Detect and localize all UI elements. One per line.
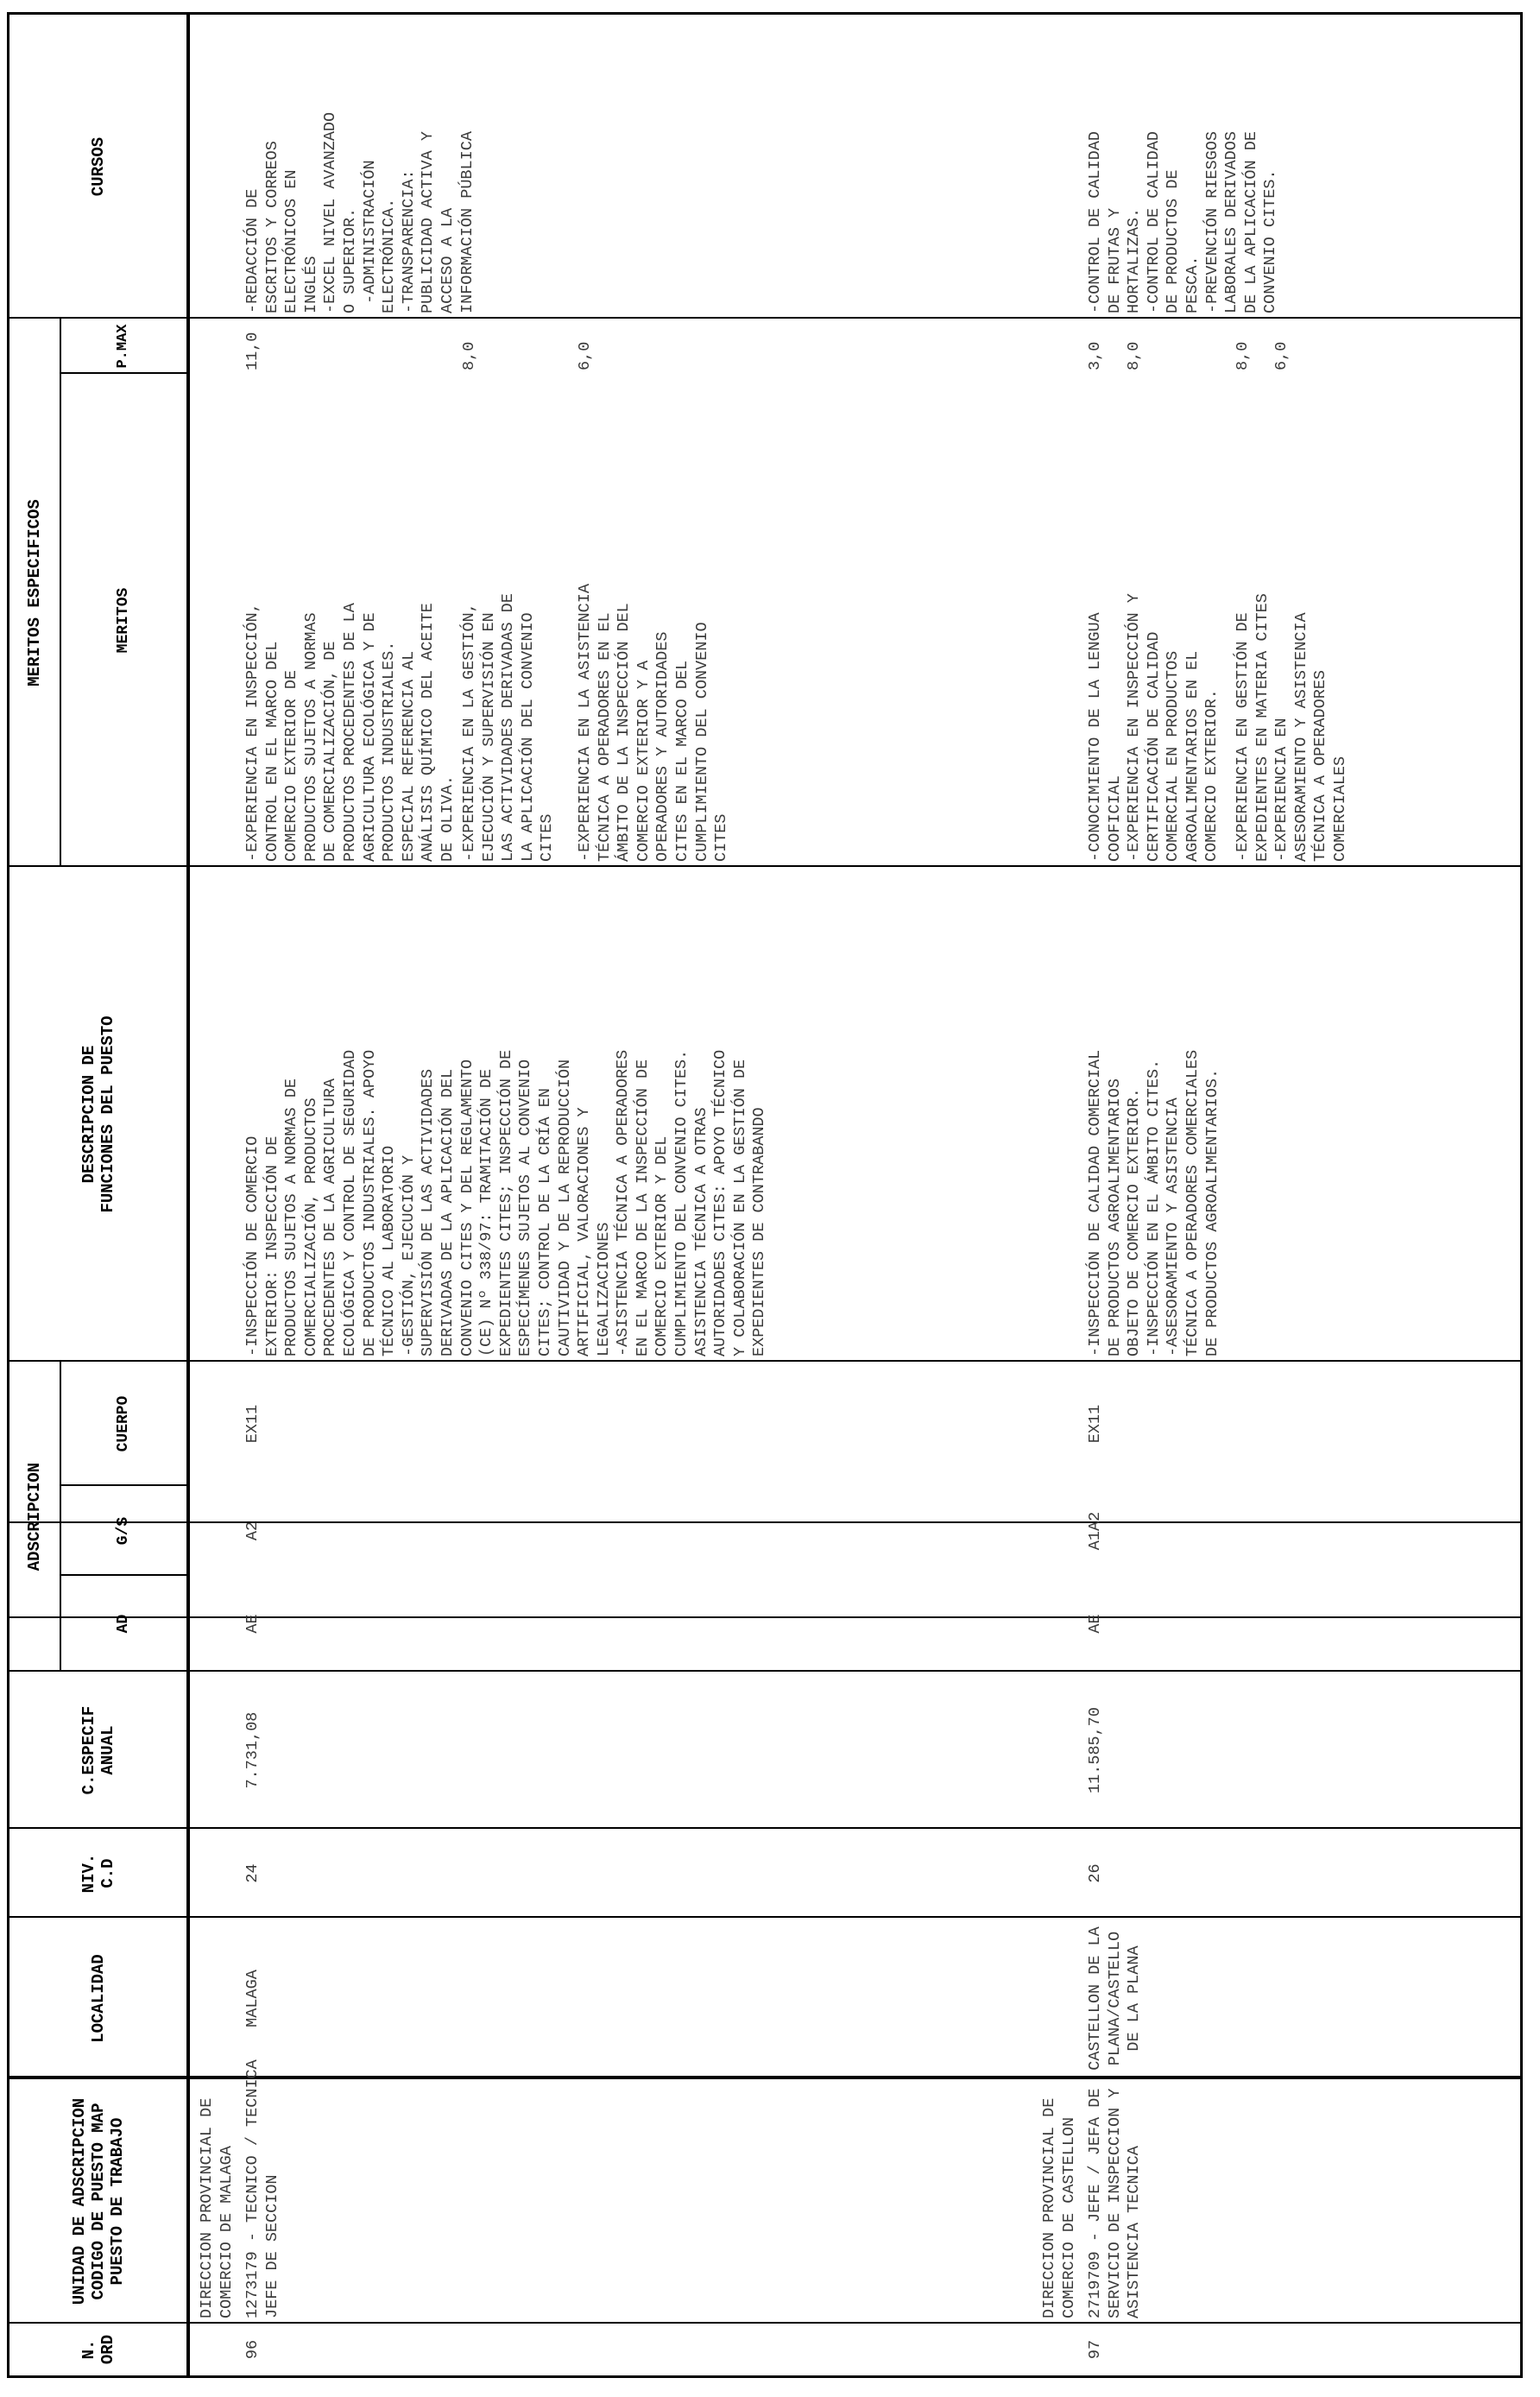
col-line [9, 1360, 1520, 1362]
merito-item: -EXPERIENCIA EN LA ASISTENCIA TÉCNICA A OPERADORES EN EL ÁMBITO DE LA INSPECCIÓN DEL COMERCIO EXTERIOR Y A OPERADORES Y AUTORIDADES CITES EN EL MARCO DEL CUMPLIMIENTO DEL CONVENIO CITES [576, 584, 731, 862]
adscripcion-gs: A1A2 [1086, 1511, 1104, 1551]
header-adscripcion: ADSCRIPCION [25, 1462, 44, 1572]
unit-name-castellon: DIRECCION PROVINCIAL DE COMERCIO DE CASTELLON [1040, 2097, 1078, 2318]
localidad: MALAGA [243, 1970, 262, 2027]
merito-pmax: 11,0 [243, 332, 262, 370]
col-line [9, 1916, 1520, 1918]
header-unidad: UNIDAD DE ADSCRIPCION CODIGO DE PUESTO MAP PUESTO DE TRABAJO [69, 2097, 127, 2305]
row-number: 96 [243, 2339, 262, 2360]
puesto-code-title: 1273179 - TECNICO / TECNICA JEFE DE SECCION [243, 2059, 281, 2318]
unit-name-malaga: DIRECCION PROVINCIAL DE COMERCIO DE MALAGA [198, 2097, 236, 2318]
merito-pmax: 8,0 [460, 341, 478, 370]
col-line [9, 1521, 1520, 1523]
col-line [9, 2076, 1520, 2079]
merito-item: -CONOCIMIENTO DE LA LENGUA COOFICIAL [1086, 612, 1124, 862]
col-line [9, 1616, 1520, 1618]
header-nivel: NIV. C.D [79, 1853, 117, 1894]
row-number: 97 [1086, 2339, 1104, 2360]
merito-pmax: 8,0 [1125, 341, 1143, 370]
col-line [9, 865, 1520, 867]
header-descripcion: DESCRIPCION DE FUNCIONES DEL PUESTO [79, 1015, 117, 1213]
col-line [9, 1670, 1520, 1672]
merito-pmax: 8,0 [1234, 341, 1252, 370]
nivel-cd: 26 [1086, 1863, 1104, 1883]
col-line [9, 2322, 1520, 2324]
header-meritos: MERITOS [114, 587, 132, 654]
merito-item: -EXPERIENCIA EN GESTIÓN DE EXPEDIENTES EN MATERIA CITES [1234, 593, 1272, 862]
adscripcion-ad: AE [1086, 1614, 1104, 1634]
merito-item: -EXPERIENCIA EN ASESORAMIENTO Y ASISTENCIA TÉCNICA A OPERADORES COMERCIALES [1272, 612, 1349, 862]
c-especif-anual: 7.731,08 [243, 1711, 262, 1789]
merito-pmax: 6,0 [1272, 341, 1291, 370]
header-meritos-especificos: MERITOS ESPECIFICOS [25, 499, 44, 686]
adscripcion-gs: A2 [243, 1521, 262, 1541]
header-localidad: LOCALIDAD [88, 1954, 108, 2043]
header-bottom-line [186, 15, 190, 2375]
nivel-cd: 24 [243, 1863, 262, 1883]
header-gs: G/S [114, 1516, 132, 1546]
adscripcion-cuerpo: EX11 [1086, 1404, 1104, 1444]
cursos: -CONTROL DE CALIDAD DE FRUTAS Y HORTALIZAS. -CONTROL DE CALIDAD DE PRODUCTOS DE PESCA. -PREVENCIÓN RIESGOS LABORALES DERIVADOS DE LA APLICACIÓN DE CONVENIO CITES. [1086, 131, 1280, 313]
header-c-especif: C.ESPECIF ANUAL [79, 1705, 117, 1795]
merito-item: -EXPERIENCIA EN INSPECCIÓN Y CERTIFICACIÓN DE CALIDAD COMERCIAL EN PRODUCTOS AGROALIMENTARIOS EN EL COMERCIO EXTERIOR. [1125, 593, 1221, 862]
col-line [9, 317, 1520, 319]
col-line [9, 1827, 1520, 1829]
adscripcion-cuerpo: EX11 [243, 1404, 262, 1444]
c-especif-anual: 11.585,70 [1086, 1707, 1104, 1793]
merito-item: -EXPERIENCIA EN INSPECCIÓN, CONTROL EN EL MARCO DEL COMERCIO EXTERIOR DE PRODUCTOS SUJETOS A NORMAS DE COMERCIALIZACIÓN, DE PRODUCTOS PROCEDENTES DE LA AGRICULTURA ECOLÓGICA Y DE PRODUCTOS INDUSTRIALES. ESPECIAL REFERENCIA AL ANÁLISIS QUÍMICO DEL ACEITE DE OLIVA. [243, 603, 457, 862]
merito-pmax: 3,0 [1086, 341, 1104, 370]
merito-item: -EXPERIENCIA EN LA GESTIÓN, EJECUCIÓN Y SUPERVISIÓN EN LAS ACTIVIDADES DERIVADAS DE LA APLICACIÓN DEL CONVENIO CITES [460, 593, 557, 862]
header-ad: AD [114, 1614, 132, 1634]
descripcion-funciones: -INSPECCIÓN DE CALIDAD COMERCIAL DE PRODUCTOS AGROALIMENTARIOS OBJETO DE COMERCIO EXTERIOR. -INSPECCIÓN EN EL ÁMBITO CITES. -ASESORAMIENTO Y ASISTENCIA TÉCNICA A OPERADORES COMERCIALES DE PRODUCTOS AGROALIMENTARIOS. [1086, 1049, 1221, 1357]
table-frame [7, 12, 1523, 2378]
header-n-ord: N. ORD [79, 2334, 117, 2365]
puesto-code-title: 2719709 - JEFE / JEFA DE SERVICIO DE INSPECCION Y ASISTENCIA TECNICA [1086, 2088, 1144, 2318]
descripcion-funciones: -INSPECCIÓN DE COMERCIO EXTERIOR: INSPECCIÓN DE PRODUCTOS SUJETOS A NORMAS DE COMERCIALIZACIÓN, PRODUCTOS PROCEDENTES DE LA AGRICULTURA ECOLÓGICA Y CONTROL DE SEGURIDAD DE PRODUCTOS INDUSTRIALES. APOYO TÉCNICO AL LABORATORIO -GESTIÓN, EJECUCIÓN Y SUPERVISIÓN DE LAS ACTIVIDADES DERIVADAS DE LA APLICACIÓN DEL CONVENIO CITES Y DEL REGLAMENTO (CE) Nº 338/97: TRAMITACIÓN DE EXPEDIENTES CITES; INSPECCIÓN DE ESPECÍMENES SUJETOS AL CONVENIO CITES; CONTROL DE LA CRÍA EN CAUTIVIDAD Y DE LA REPRODUCCIÓN ARTIFICIAL, VALORACIONES Y LEGALIZACIONES -ASISTENCIA TÉCNICA A OPERADORES EN EL MARCO DE LA INSPECCIÓN DE COMERCIO EXTERIOR Y DEL CUMPLIMIENTO DEL CONVENIO CITES. ASISTENCIA TÉCNICA A OTRAS AUTORIDADES CITES: APOYO TÉCNICO Y COLABORACIÓN EN LA GESTIÓN DE EXPEDIENTES DE CONTRABANDO [243, 1049, 769, 1357]
adscripcion-ad: AE [243, 1614, 262, 1634]
cursos: -REDACCIÓN DE ESCRITOS Y CORREOS ELECTRÓNICOS EN INGLÉS -EXCEL NIVEL AVANZADO O SUPERIOR. -ADMINISTRACIÓN ELECTRÓNICA. -TRANSPARENCIA: PUBLICIDAD ACTIVA Y ACCESO A LA INFORMACIÓN PÚBLICA [243, 111, 477, 313]
merito-pmax: 6,0 [576, 341, 594, 370]
header-p-max: P.MAX [114, 324, 131, 369]
header-cursos: CURSOS [88, 136, 108, 197]
header-cuerpo: CUERPO [114, 1395, 132, 1452]
localidad: CASTELLON DE LA PLANA/CASTELLO DE LA PLANA [1086, 1926, 1144, 2071]
